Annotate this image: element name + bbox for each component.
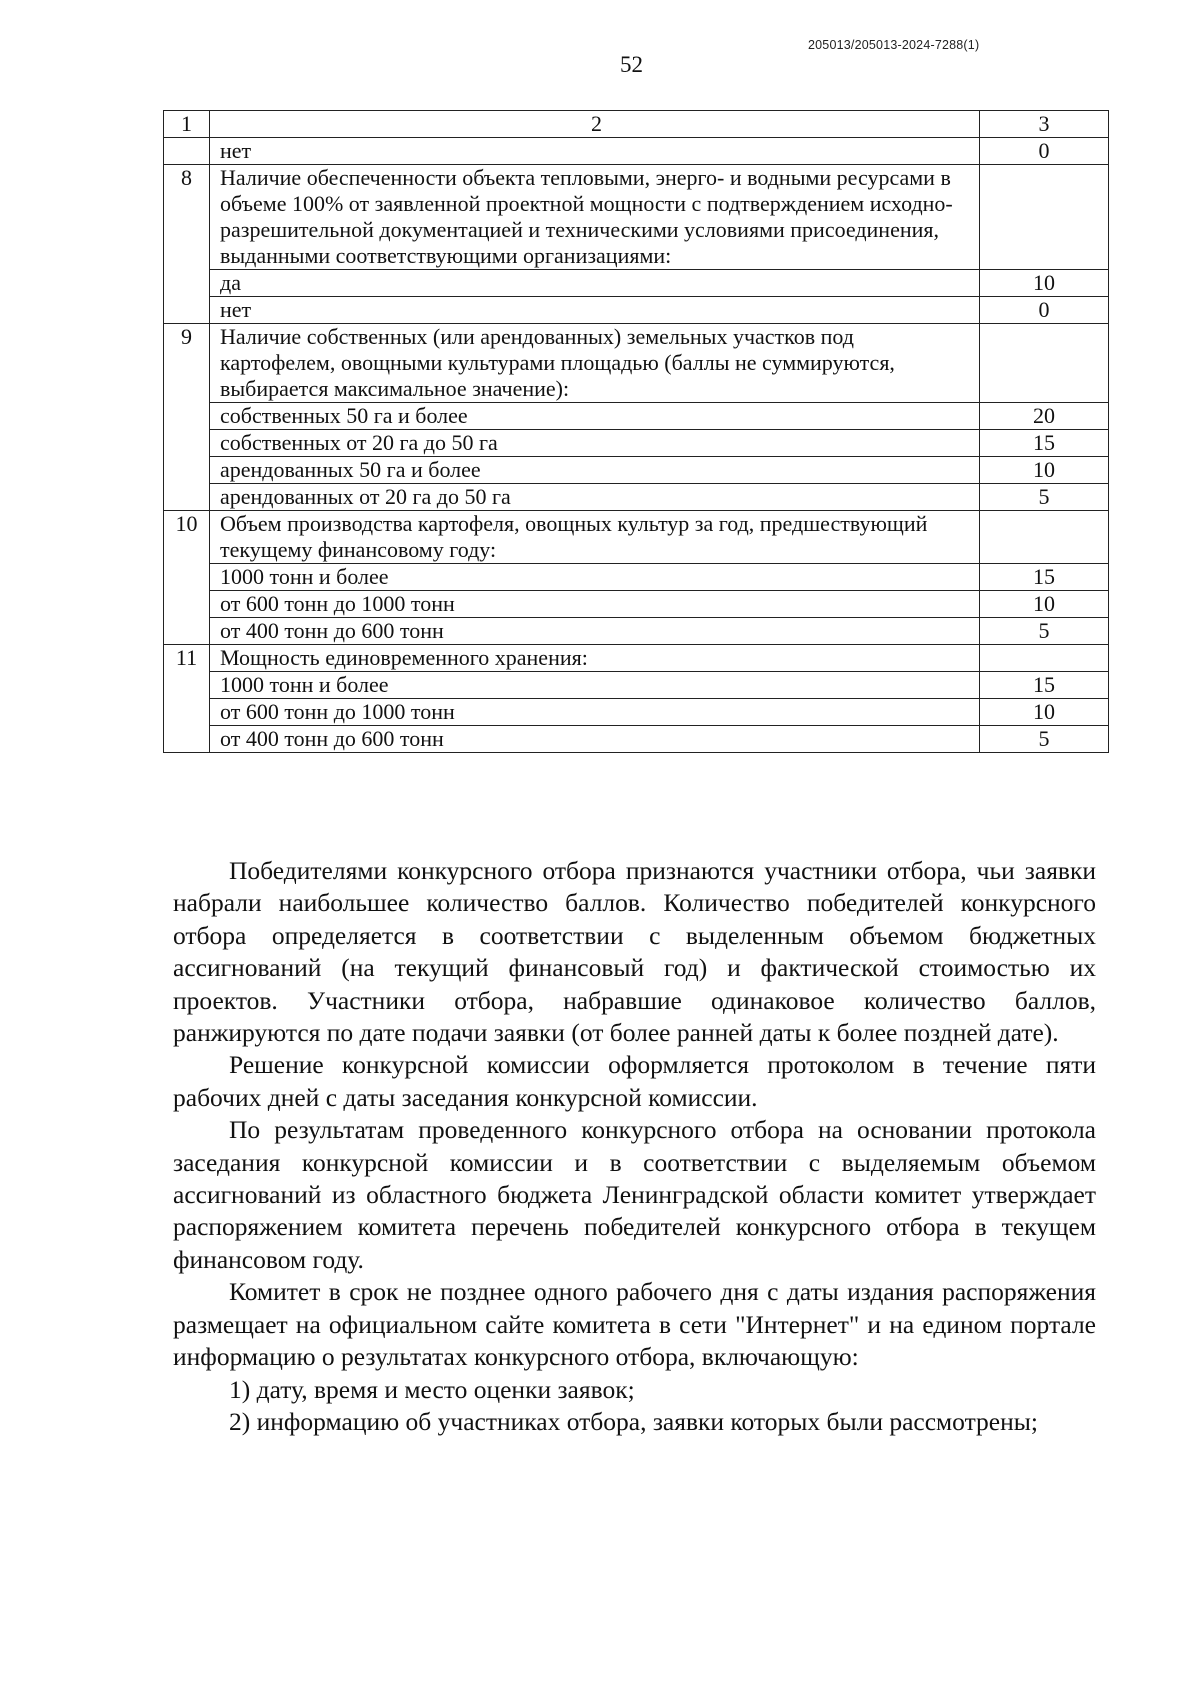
score-value: [980, 165, 1109, 270]
table-row: [164, 403, 1109, 430]
criterion-text: от 600 тонн до 1000 тонн: [210, 699, 980, 726]
score-value: 0: [980, 297, 1109, 324]
row-number: [164, 138, 210, 165]
row-number: 9: [164, 324, 210, 511]
table-row: [164, 165, 1109, 270]
score-value: 15: [980, 430, 1109, 457]
criterion-text: собственных от 20 га до 50 га: [210, 430, 980, 457]
table-header-row: [164, 111, 1109, 138]
score-value: 5: [980, 484, 1109, 511]
criterion-text: Наличие обеспеченности объекта тепловыми, энерго- и водными ресурсами в объеме 100% от заявленной проектной мощности с подтверждением исходно-разрешительной документацией и техническими условиями присоединения, выданными соответствующими организациями:: [210, 165, 980, 270]
list-item: 1) дату, время и место оценки заявок;: [229, 1374, 635, 1404]
criterion-text: нет: [210, 297, 980, 324]
table-row: [164, 726, 1109, 753]
table-row: [164, 430, 1109, 457]
criterion-text: нет: [210, 138, 980, 165]
score-value: 10: [980, 270, 1109, 297]
page-number: 52: [620, 52, 643, 77]
table-row: [164, 699, 1109, 726]
table-row: [164, 564, 1109, 591]
column-header-2: 2: [210, 111, 980, 138]
paragraph: Победителями конкурсного отбора признаются участники отбора, чьи заявки набрали наибольшее количество баллов. Количество победителей конкурсного отбора определяется в соответствии с выделенным объемом бюджетных ассигнований (на текущий финансовый год) и фактической стоимостью их проектов. Участники отбора, набравшие одинаковое количество баллов, ранжируются по дате подачи заявки (от более ранней даты к более поздней дате).: [173, 856, 1096, 1048]
row-number: 10: [164, 511, 210, 645]
score-value: 20: [980, 403, 1109, 430]
table-row: [164, 457, 1109, 484]
paragraph: По результатам проведенного конкурсного отбора на основании протокола заседания конкурсной комиссии и в соответствии с выделяемым объемом ассигнований из областного бюджета Ленинградской области комитет утверждает распоряжением комитета перечень победителей конкурсного отбора в текущем финансовом году.: [173, 1115, 1096, 1274]
table-row: [164, 324, 1109, 403]
criterion-text: от 400 тонн до 600 тонн: [210, 726, 980, 753]
table-row: [164, 645, 1109, 672]
table-row: [164, 672, 1109, 699]
criteria-table: [163, 110, 1109, 753]
score-value: 10: [980, 591, 1109, 618]
criterion-text: 1000 тонн и более: [210, 672, 980, 699]
criterion-text: собственных 50 га и более: [210, 403, 980, 430]
column-header-1: 1: [164, 111, 210, 138]
criterion-text: Мощность единовременного хранения:: [210, 645, 980, 672]
body-text: [173, 855, 1096, 1438]
list-item: 2) информацию об участниках отбора, заявки которых были рассмотрены;: [229, 1406, 1038, 1436]
paragraph: Комитет в срок не позднее одного рабочего дня с даты издания распоряжения размещает на официальном сайте комитета в сети "Интернет" и на едином портале информацию о результатах конкурсного отбора, включающую:: [173, 1277, 1096, 1372]
document-id: 205013/205013-2024-7288(1): [808, 38, 980, 52]
table-row: [164, 511, 1109, 564]
criterion-text: 1000 тонн и более: [210, 564, 980, 591]
score-value: [980, 645, 1109, 672]
score-value: [980, 324, 1109, 403]
score-value: 15: [980, 672, 1109, 699]
table-row: [164, 618, 1109, 645]
column-header-3: 3: [980, 111, 1109, 138]
row-number: 8: [164, 165, 210, 324]
table-row: [164, 270, 1109, 297]
score-value: [980, 511, 1109, 564]
table-row: [164, 138, 1109, 165]
row-number: 11: [164, 645, 210, 753]
paragraph: Решение конкурсной комиссии оформляется протоколом в течение пяти рабочих дней с даты заседания конкурсной комиссии.: [173, 1050, 1096, 1112]
criterion-text: арендованных от 20 га до 50 га: [210, 484, 980, 511]
table-row: [164, 484, 1109, 511]
score-value: 5: [980, 618, 1109, 645]
criterion-text: Объем производства картофеля, овощных культур за год, предшествующий текущему финансовому году:: [210, 511, 980, 564]
score-value: 10: [980, 699, 1109, 726]
criterion-text: да: [210, 270, 980, 297]
criterion-text: от 400 тонн до 600 тонн: [210, 618, 980, 645]
criterion-text: арендованных 50 га и более: [210, 457, 980, 484]
score-value: 5: [980, 726, 1109, 753]
criterion-text: Наличие собственных (или арендованных) земельных участков под картофелем, овощными культурами площадью (баллы не суммируются, выбирается максимальное значение):: [210, 324, 980, 403]
criterion-text: от 600 тонн до 1000 тонн: [210, 591, 980, 618]
score-value: 10: [980, 457, 1109, 484]
table-row: [164, 297, 1109, 324]
table-row: [164, 591, 1109, 618]
score-value: 0: [980, 138, 1109, 165]
score-value: 15: [980, 564, 1109, 591]
